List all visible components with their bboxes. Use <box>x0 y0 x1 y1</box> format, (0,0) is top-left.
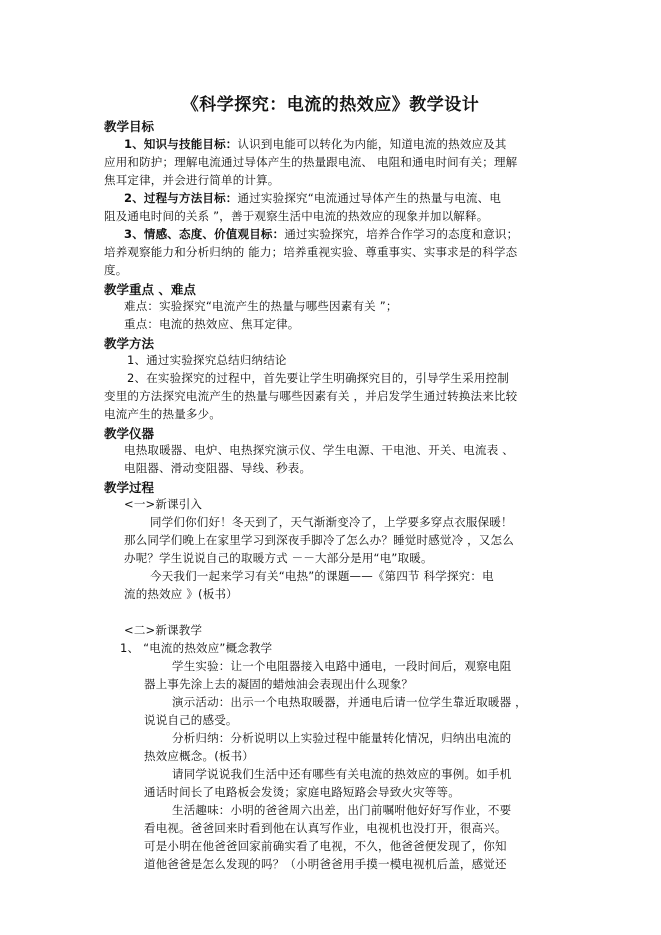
analysis-line-1: 分析归纳：分析说明以上实验过程中能量转化情况，归纳出电流的 <box>172 731 512 745</box>
section-heading-process: 教学过程 <box>104 480 155 495</box>
goal-1-line-1 <box>124 136 507 152</box>
examples-line-1: 请同学说说我们生活中还有哪些有关电流的热效应的事例。如手机 <box>172 767 512 781</box>
goal-2-label: 2、过程与方法目标： <box>124 191 238 205</box>
method-2-line-3: 电流产生的热量多少。 <box>104 407 221 421</box>
goal-1-text: 认识到电能可以转化为内能，知道电流的热效应及其 <box>237 137 507 151</box>
document-title: 《科学探究：电流的热效应》教学设计 <box>181 95 480 115</box>
demo-activity-line-2: 说说自己的感受。 <box>144 713 238 727</box>
equipment-line-1: 电热取暖器、电炉、电热探究演示仪、学生电源、干电池、开关、电流表 、 <box>124 443 514 457</box>
method-2-line-1: 2、在实验探究的过程中，首先要让学生明确探究目的，引导学生采用控制 <box>127 371 509 385</box>
intro-line-3: 办呢？学生说说自己的取暖方式 －－大部分是用“电”取暖。 <box>124 551 433 565</box>
section-heading-method: 教学方法 <box>104 336 155 351</box>
section-heading-key-points: 教学重点 、难点 <box>104 282 196 297</box>
process-part-1-heading: <一>新课引入 <box>124 497 203 511</box>
goal-3-line-1 <box>124 226 518 242</box>
goal-2-text: 通过实验探究“电流通过导体产生的热量与电流、电 <box>237 191 502 205</box>
equipment-line-2: 电阻器、滑动变阻器、导线、秒表。 <box>124 461 312 475</box>
analysis-line-2: 热效应概念。(板书） <box>144 749 254 763</box>
story-line-4: 道他爸爸是怎么发现的吗？（小明爸爸用手摸一模电视机后盖，感觉还 <box>144 857 507 871</box>
goal-1-line-3: 焦耳定律，并会进行简单的计算。 <box>104 173 280 187</box>
goal-2-line-2: 阻及通电时间的关系 ”，善于观察生活中电流的热效应的现象并加以解释。 <box>104 209 489 223</box>
goal-3-line-2: 培养观察能力和分析归纳的 能力；培养重视实验、尊重事实、实事求是的科学态 <box>104 245 518 259</box>
intro-line-1: 同学们你们好！冬天到了，天气渐渐变冷了，上学要多穿点衣服保暖！ <box>150 515 513 529</box>
key-main-point: 重点：电流的热效应、焦耳定律。 <box>124 317 300 331</box>
story-line-3: 可是小明在他爸爸回家前确实看了电视，不久，他爸爸便发现了，你知 <box>144 839 507 853</box>
goal-3-label: 3、情感、态度、价值观目标： <box>124 227 285 241</box>
method-2-line-2: 变里的方法探究电流产生的热量与哪些因素有关 ，并启发学生通过转换法来比较 <box>104 389 518 403</box>
goal-2-line-1 <box>124 190 501 206</box>
story-line-1: 生活趣味：小明的爸爸周六出差，出门前嘱咐他好好写作业，不要 <box>172 803 512 817</box>
section-heading-equipment: 教学仪器 <box>104 426 155 441</box>
demo-activity-line-1: 演示活动：出示一个电热取暖器，并通电后请一位学生靠近取暖器 ， <box>172 695 527 709</box>
goal-3-line-3: 度。 <box>104 263 128 277</box>
key-difficult-point: 难点：实验探究“电流产生的热量与哪些因素有关 ”； <box>124 299 398 313</box>
intro-line-4: 今天我们一起来学习有关“电热”的课题——《第四节 科学探究：电 <box>150 569 494 583</box>
story-line-2: 看电视。爸爸回来时看到他在认真写作业，电视机也没打开，很高兴。 <box>144 821 507 835</box>
method-1: 1、通过实验探究总结归纳结论 <box>127 353 287 367</box>
student-experiment-line-2: 器上事先涂上去的凝固的蜡烛油会表现出什么现象？ <box>144 677 414 691</box>
goal-1-label: 1、知识与技能目标： <box>124 137 238 151</box>
process-part-2-heading: <二>新课教学 <box>124 623 203 637</box>
student-experiment-line-1: 学生实验：让一个电阻器接入电路中通电，一段时间后，观察电阻 <box>172 659 512 673</box>
section-heading-goals: 教学目标 <box>104 119 155 134</box>
goal-1-line-2: 应用和防护；理解电流通过导体产生的热量跟电流、 电阻和通电时间有关；理解 <box>104 155 518 169</box>
intro-line-5: 流的热效应 》(板书） <box>124 587 238 601</box>
goal-3-text: 通过实验探究，培养合作学习的态度和意识； <box>284 227 519 241</box>
concept-teaching-heading: 1、 “电流的热效应”概念教学 <box>120 641 273 655</box>
examples-line-2: 通话时间长了电路板会发烫；家庭电路短路会导致火灾等等。 <box>144 785 460 799</box>
intro-line-2: 那么同学们晚上在家里学习到深夜手脚冷了怎么办？睡觉时感觉冷 ，又怎么 <box>124 533 514 547</box>
